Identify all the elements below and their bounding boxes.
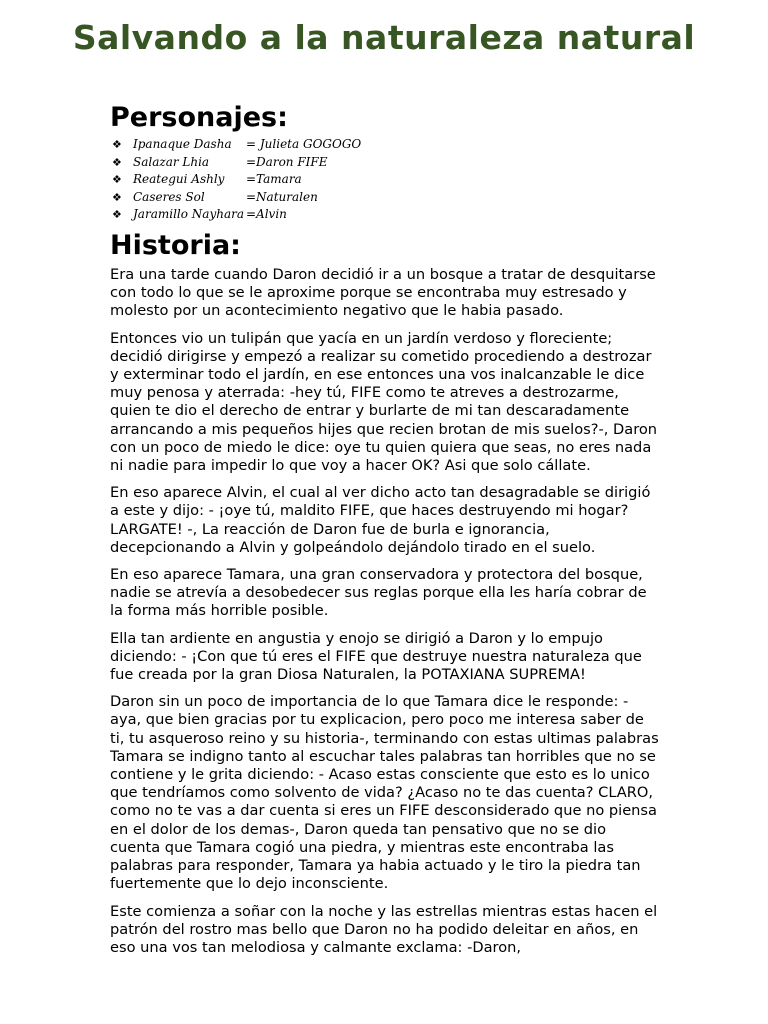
story-paragraph: Este comienza a soñar con la noche y las estrellas mientras estas hacen el patrón del rostro mas bello que Daron no ha podido deleitar en años, en eso una vos tan melodiosa y calmante exclama: -Daron, xyxy=(110,902,658,956)
character-role: =Naturalen xyxy=(246,189,318,204)
character-item xyxy=(112,189,361,207)
character-role: =Tamara xyxy=(246,172,302,187)
diamond-bullet-icon: ❖ xyxy=(112,208,122,222)
diamond-bullet-icon: ❖ xyxy=(112,138,122,151)
document-title: Salvando a la naturaleza natural xyxy=(72,18,696,57)
story-paragraph: Daron sin un poco de importancia de lo que Tamara dice le responde: - aya, que bien gracias por tu explicacion, pero poco me interesa saber de ti, tu asqueroso reino y su historia-, terminando con estas ultimas palabras Tamara se indigno tanto al escuchar tales palabras tan horribles que no se contiene y le grita diciendo: - Acaso estas consciente que esto es lo unico que tendríamos como solvento de vida? ¿Acaso no te das cuenta? CLARO, como no te vas a dar cuenta si eres un FIFE desconsiderado que no piensa en el dolor de los demas-, Daron queda tan pensativo que no se dio cuenta que Tamara cogió una piedra, y mientras este encontraba las palabras para responder, Tamara ya habia actuado y le tiro la piedra tan fuertemente que lo dejo inconsciente. xyxy=(110,693,659,893)
diamond-bullet-icon: ❖ xyxy=(112,190,122,204)
character-name: Salazar Lhia xyxy=(133,154,210,169)
story-paragraph: Era una tarde cuando Daron decidió ir a un bosque a tratar de desquitarse con todo lo que se le aproxime porque se encontraba muy estresado y molesto por un acontecimiento negativo que le habia pasado. xyxy=(110,266,656,320)
character-item xyxy=(112,136,361,154)
diamond-bullet-icon: ❖ xyxy=(112,173,122,187)
story-paragraph: Ella tan ardiente en angustia y enojo se dirigió a Daron y lo empujo diciendo: - ¡Con que tú eres el FIFE que destruye nuestra naturaleza que fue creada por la gran Diosa Naturalen, la POTAXIANA SUPREMA! xyxy=(110,629,642,684)
character-role: =Alvin xyxy=(246,207,287,222)
history-heading: Historia: xyxy=(110,230,241,261)
story-paragraph: En eso aparece Tamara, una gran conservadora y protectora del bosque, nadie se atrevía a desobedecer sus reglas porque ella les haría cobrar de la forma más horrible posible. xyxy=(110,566,647,620)
character-name: Jaramillo Nayhara xyxy=(133,207,244,222)
character-role: = Julieta GOGOGO xyxy=(246,137,362,151)
character-name: Ipanaque Dasha xyxy=(133,137,232,151)
character-name: Caseres Sol xyxy=(133,189,205,204)
character-name: Reategui Ashly xyxy=(133,172,225,187)
story-paragraph: En eso aparece Alvin, el cual al ver dicho acto tan desagradable se dirigió a este y dijo: - ¡oye tú, maldito FIFE, que haces destruyendo mi hogar? LARGATE! -, La reacción de Daron fue de burla e ignorancia, decepcionando a Alvin y golpeándolo dejándolo tirado en el suelo. xyxy=(110,484,651,556)
diamond-bullet-icon: ❖ xyxy=(112,155,122,169)
story-paragraph: Entonces vio un tulipán que yacía en un jardín verdoso y floreciente; decidió dirigirse y empezó a realizar su cometido procediendo a destrozar y exterminar todo el jardín, en ese entonces una vos inalcanzable le dice muy penosa y aterrada: -hey tú, FIFE como te atreves a destrozarme, quien te dio el derecho de entrar y burlarte de mi tan descaradamente arrancando a mis pequeños hijes que recien brotan de mis suelos?-, Daron con un poco de miedo le dice: oye tu quien quiera que seas, no eres nada ni nadie para impedir lo que voy a hacer OK? Asi que solo cállate. xyxy=(110,329,658,475)
characters-heading: Personajes: xyxy=(110,102,288,133)
characters-list xyxy=(112,136,361,224)
character-item xyxy=(112,154,361,172)
story-body xyxy=(110,266,660,966)
character-item xyxy=(112,206,361,224)
character-item xyxy=(112,171,361,189)
character-role: =Daron FIFE xyxy=(246,154,328,169)
